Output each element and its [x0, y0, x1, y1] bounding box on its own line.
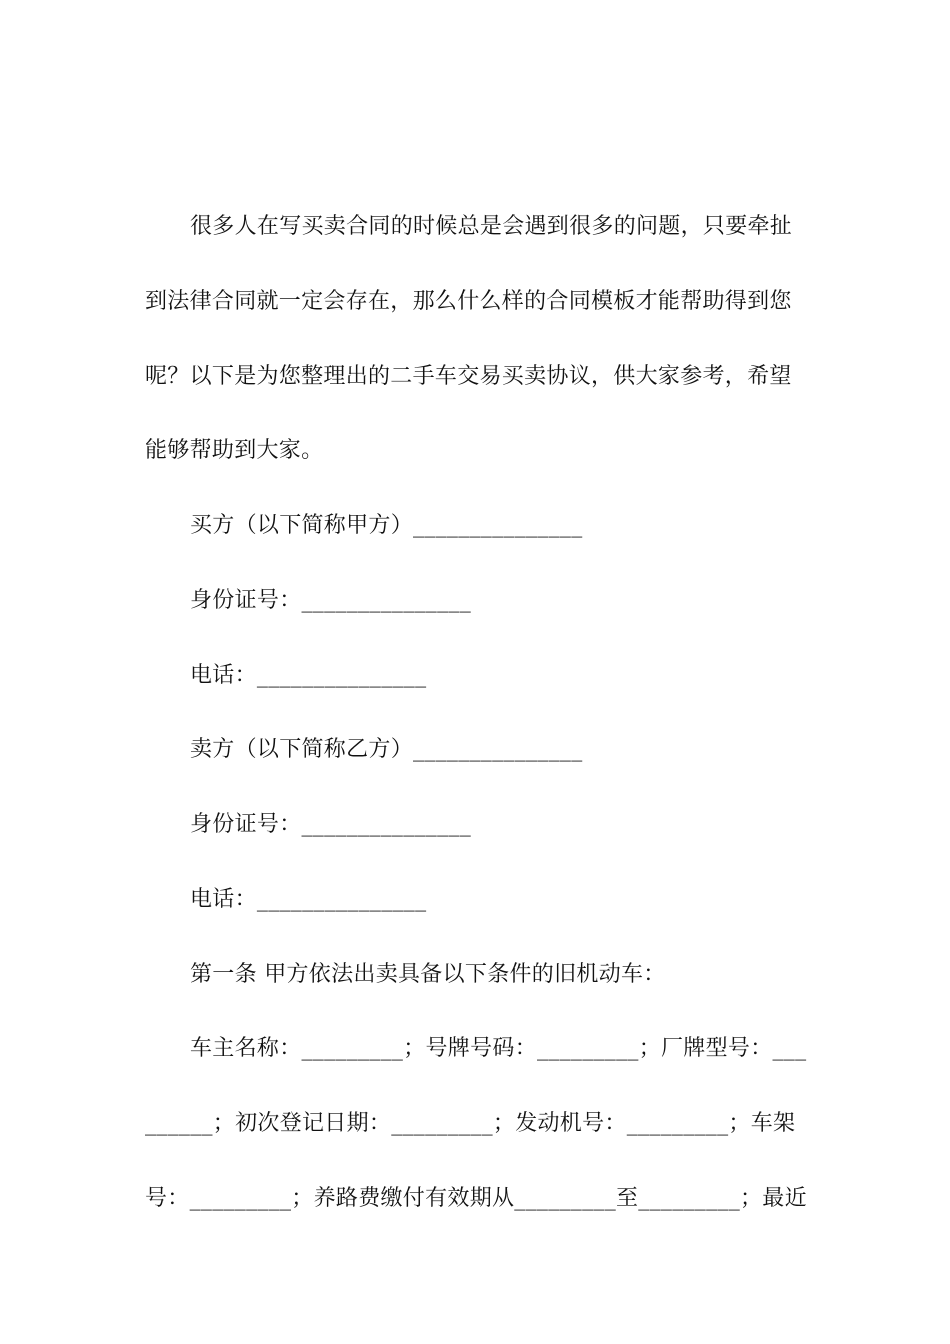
seller-phone-field: 电话：_______________: [190, 887, 427, 912]
intro-paragraph-line-1: 很多人在写买卖合同的时候总是会遇到很多的问题，只要牵扯: [190, 214, 793, 239]
vehicle-info-line-1: 车主名称：_________；号牌号码：_________；厂牌型号：___: [190, 1036, 807, 1061]
buyer-name-field: 买方（以下简称甲方）_______________: [190, 513, 583, 538]
buyer-phone-field: 电话：_______________: [190, 663, 427, 688]
seller-name-field: 卖方（以下简称乙方）_______________: [190, 737, 583, 762]
intro-paragraph-line-4: 能够帮助到大家。: [145, 438, 324, 463]
vehicle-info-line-2: ______；初次登记日期：_________；发动机号：_________；车架: [145, 1111, 796, 1136]
seller-id-field: 身份证号：_______________: [190, 812, 472, 837]
intro-paragraph-line-2: 到法律合同就一定会存在，那么什么样的合同模板才能帮助得到您: [145, 289, 792, 314]
intro-paragraph-line-3: 呢？以下是为您整理出的二手车交易买卖协议，供大家参考，希望: [145, 364, 792, 389]
buyer-id-field: 身份证号：_______________: [190, 588, 472, 613]
article-1-heading: 第一条 甲方依法出卖具备以下条件的旧机动车：: [190, 962, 666, 987]
vehicle-info-line-3: 号：_________；养路费缴付有效期从_________至_________；最近: [145, 1186, 807, 1211]
